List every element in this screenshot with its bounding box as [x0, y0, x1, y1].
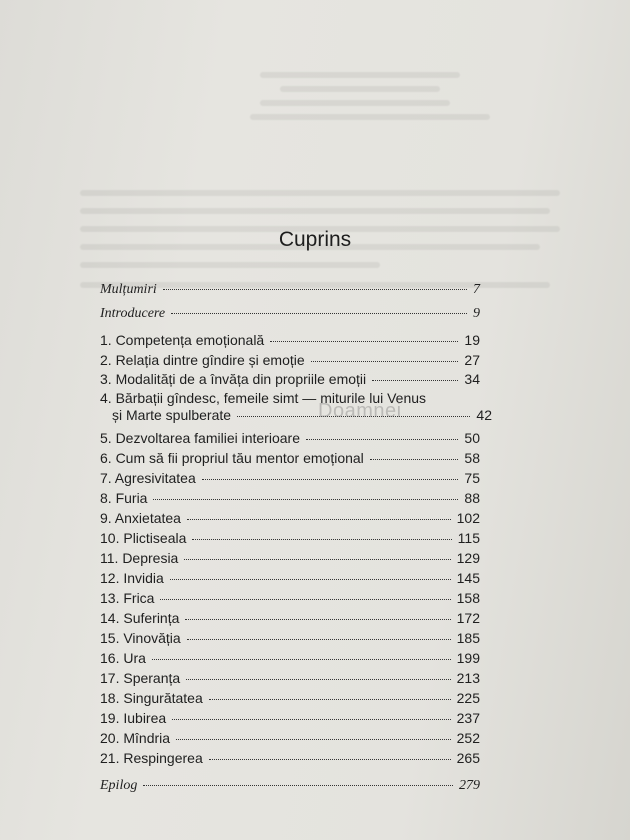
- toc-entry-page: 237: [456, 710, 480, 726]
- toc-entry-page: 58: [464, 450, 480, 466]
- toc-entry: [100, 390, 492, 423]
- toc-entry-page: 265: [456, 750, 480, 766]
- toc-entry: [100, 530, 480, 546]
- toc-entry-page: 279: [459, 778, 480, 793]
- toc-entry: [100, 610, 480, 626]
- toc-entry-page: 213: [456, 670, 480, 686]
- toc-entry-label: 18. Singurătatea: [100, 690, 203, 706]
- toc-entry: [100, 750, 480, 766]
- bleed-through-text: [60, 60, 580, 300]
- dot-leader: [270, 341, 458, 342]
- toc-entry: [100, 690, 480, 706]
- toc-entry-page: 199: [456, 650, 480, 666]
- dot-leader: [202, 479, 459, 480]
- toc-entry: [100, 282, 480, 298]
- toc-entry: [100, 430, 480, 446]
- toc-entry-label: 20. Mîndria: [100, 730, 171, 746]
- toc-entry-label: Epilog: [100, 778, 138, 793]
- toc-entry-page: 42: [476, 407, 492, 423]
- toc-entry-page: 115: [457, 530, 480, 546]
- toc-entry: [100, 730, 480, 746]
- toc-entry-label: 17. Speranța: [100, 670, 181, 686]
- toc-title: Cuprins: [278, 228, 352, 251]
- toc-entry: [100, 550, 480, 566]
- dot-leader: [152, 659, 451, 660]
- toc-entry: [100, 332, 480, 348]
- toc-entry-label: 14. Suferința: [100, 610, 180, 626]
- toc-entry-page: 7: [473, 282, 480, 297]
- dot-leader: [192, 539, 451, 540]
- dot-leader: [187, 519, 451, 520]
- toc-entry-page: 88: [464, 490, 480, 506]
- dot-leader: [209, 759, 451, 760]
- toc-entry-label: 3. Modalități de a învăța din propriile emoții: [100, 371, 367, 387]
- dot-leader: [172, 719, 450, 720]
- dot-leader: [209, 699, 451, 700]
- toc-entry: [100, 778, 480, 794]
- dot-leader: [153, 499, 458, 500]
- toc-entry: [100, 670, 480, 686]
- toc-entry-label: 12. Invidia: [100, 570, 164, 586]
- toc-entry: [100, 470, 480, 486]
- toc-entry-page: 158: [456, 590, 480, 606]
- toc-entry-label: 16. Ura: [100, 650, 146, 666]
- toc-entry-page: 145: [456, 570, 480, 586]
- dot-leader: [186, 679, 450, 680]
- toc-entry: [100, 710, 480, 726]
- toc-entry-label: 8. Furia: [100, 490, 148, 506]
- dot-leader: [163, 289, 467, 290]
- toc-entry-page: 19: [464, 332, 480, 348]
- toc-entry: [100, 510, 480, 526]
- toc-entry-page: 185: [456, 630, 480, 646]
- toc-entry-label: 9. Anxietatea: [100, 510, 181, 526]
- toc-entry: [100, 630, 480, 646]
- dot-leader: [311, 361, 459, 362]
- dot-leader: [143, 785, 453, 786]
- toc-entry-label: 19. Iubirea: [100, 710, 167, 726]
- toc-entry: [100, 490, 480, 506]
- toc-entry: [100, 371, 480, 387]
- toc-entry-label: 1. Competența emoțională: [100, 332, 265, 348]
- dot-leader: [372, 380, 458, 381]
- toc-entry-page: 129: [456, 550, 480, 566]
- toc-entry-page: 34: [464, 371, 480, 387]
- toc-entry-label: 5. Dezvoltarea familiei interioare: [100, 430, 300, 446]
- toc-entry-label: 21. Respingerea: [100, 750, 203, 766]
- toc-entry-label-line1: 4. Bărbații gîndesc, femeile simt — miturile lui Venus: [100, 390, 427, 406]
- toc-entry-label: Introducere: [100, 306, 166, 321]
- toc-entry-label: 11. Depresia: [100, 550, 179, 566]
- dot-leader: [370, 459, 459, 460]
- toc-entry: [100, 570, 480, 586]
- toc-entry-label-line2: și Marte spulberate: [112, 407, 232, 423]
- watermark-text: Doamnei: [318, 400, 402, 422]
- toc-entry-label: 15. Vinovăția: [100, 630, 181, 646]
- toc-entry-page: 172: [456, 610, 480, 626]
- toc-entry-label: 6. Cum să fii propriul tău mentor emoțional: [100, 450, 364, 466]
- toc-entry: [100, 450, 480, 466]
- dot-leader: [170, 579, 451, 580]
- toc-entry-label: 2. Relația dintre gîndire și emoție: [100, 352, 305, 368]
- toc-entry-page: 225: [456, 690, 480, 706]
- toc-entry-page: 9: [473, 306, 480, 321]
- dot-leader: [187, 639, 451, 640]
- toc-entry: [100, 306, 480, 322]
- toc-entry-page: 102: [456, 510, 480, 526]
- dot-leader: [306, 439, 458, 440]
- toc-entry: [100, 590, 480, 606]
- toc-entry-label: 7. Agresivitatea: [100, 470, 196, 486]
- dot-leader: [184, 559, 450, 560]
- dot-leader: [171, 313, 467, 314]
- dot-leader: [185, 619, 450, 620]
- dot-leader: [160, 599, 450, 600]
- toc-entry-label: 10. Plictiseala: [100, 530, 187, 546]
- toc-entry-page: 252: [456, 730, 480, 746]
- toc-entry: [100, 650, 480, 666]
- toc-entry-label: Mulțumiri: [100, 282, 157, 297]
- toc-entry-label: 13. Frica: [100, 590, 155, 606]
- toc-entry-page: 27: [464, 352, 480, 368]
- toc-entry-page: 50: [464, 430, 480, 446]
- toc-entry: [100, 352, 480, 368]
- toc-entry-page: 75: [464, 470, 480, 486]
- dot-leader: [176, 739, 451, 740]
